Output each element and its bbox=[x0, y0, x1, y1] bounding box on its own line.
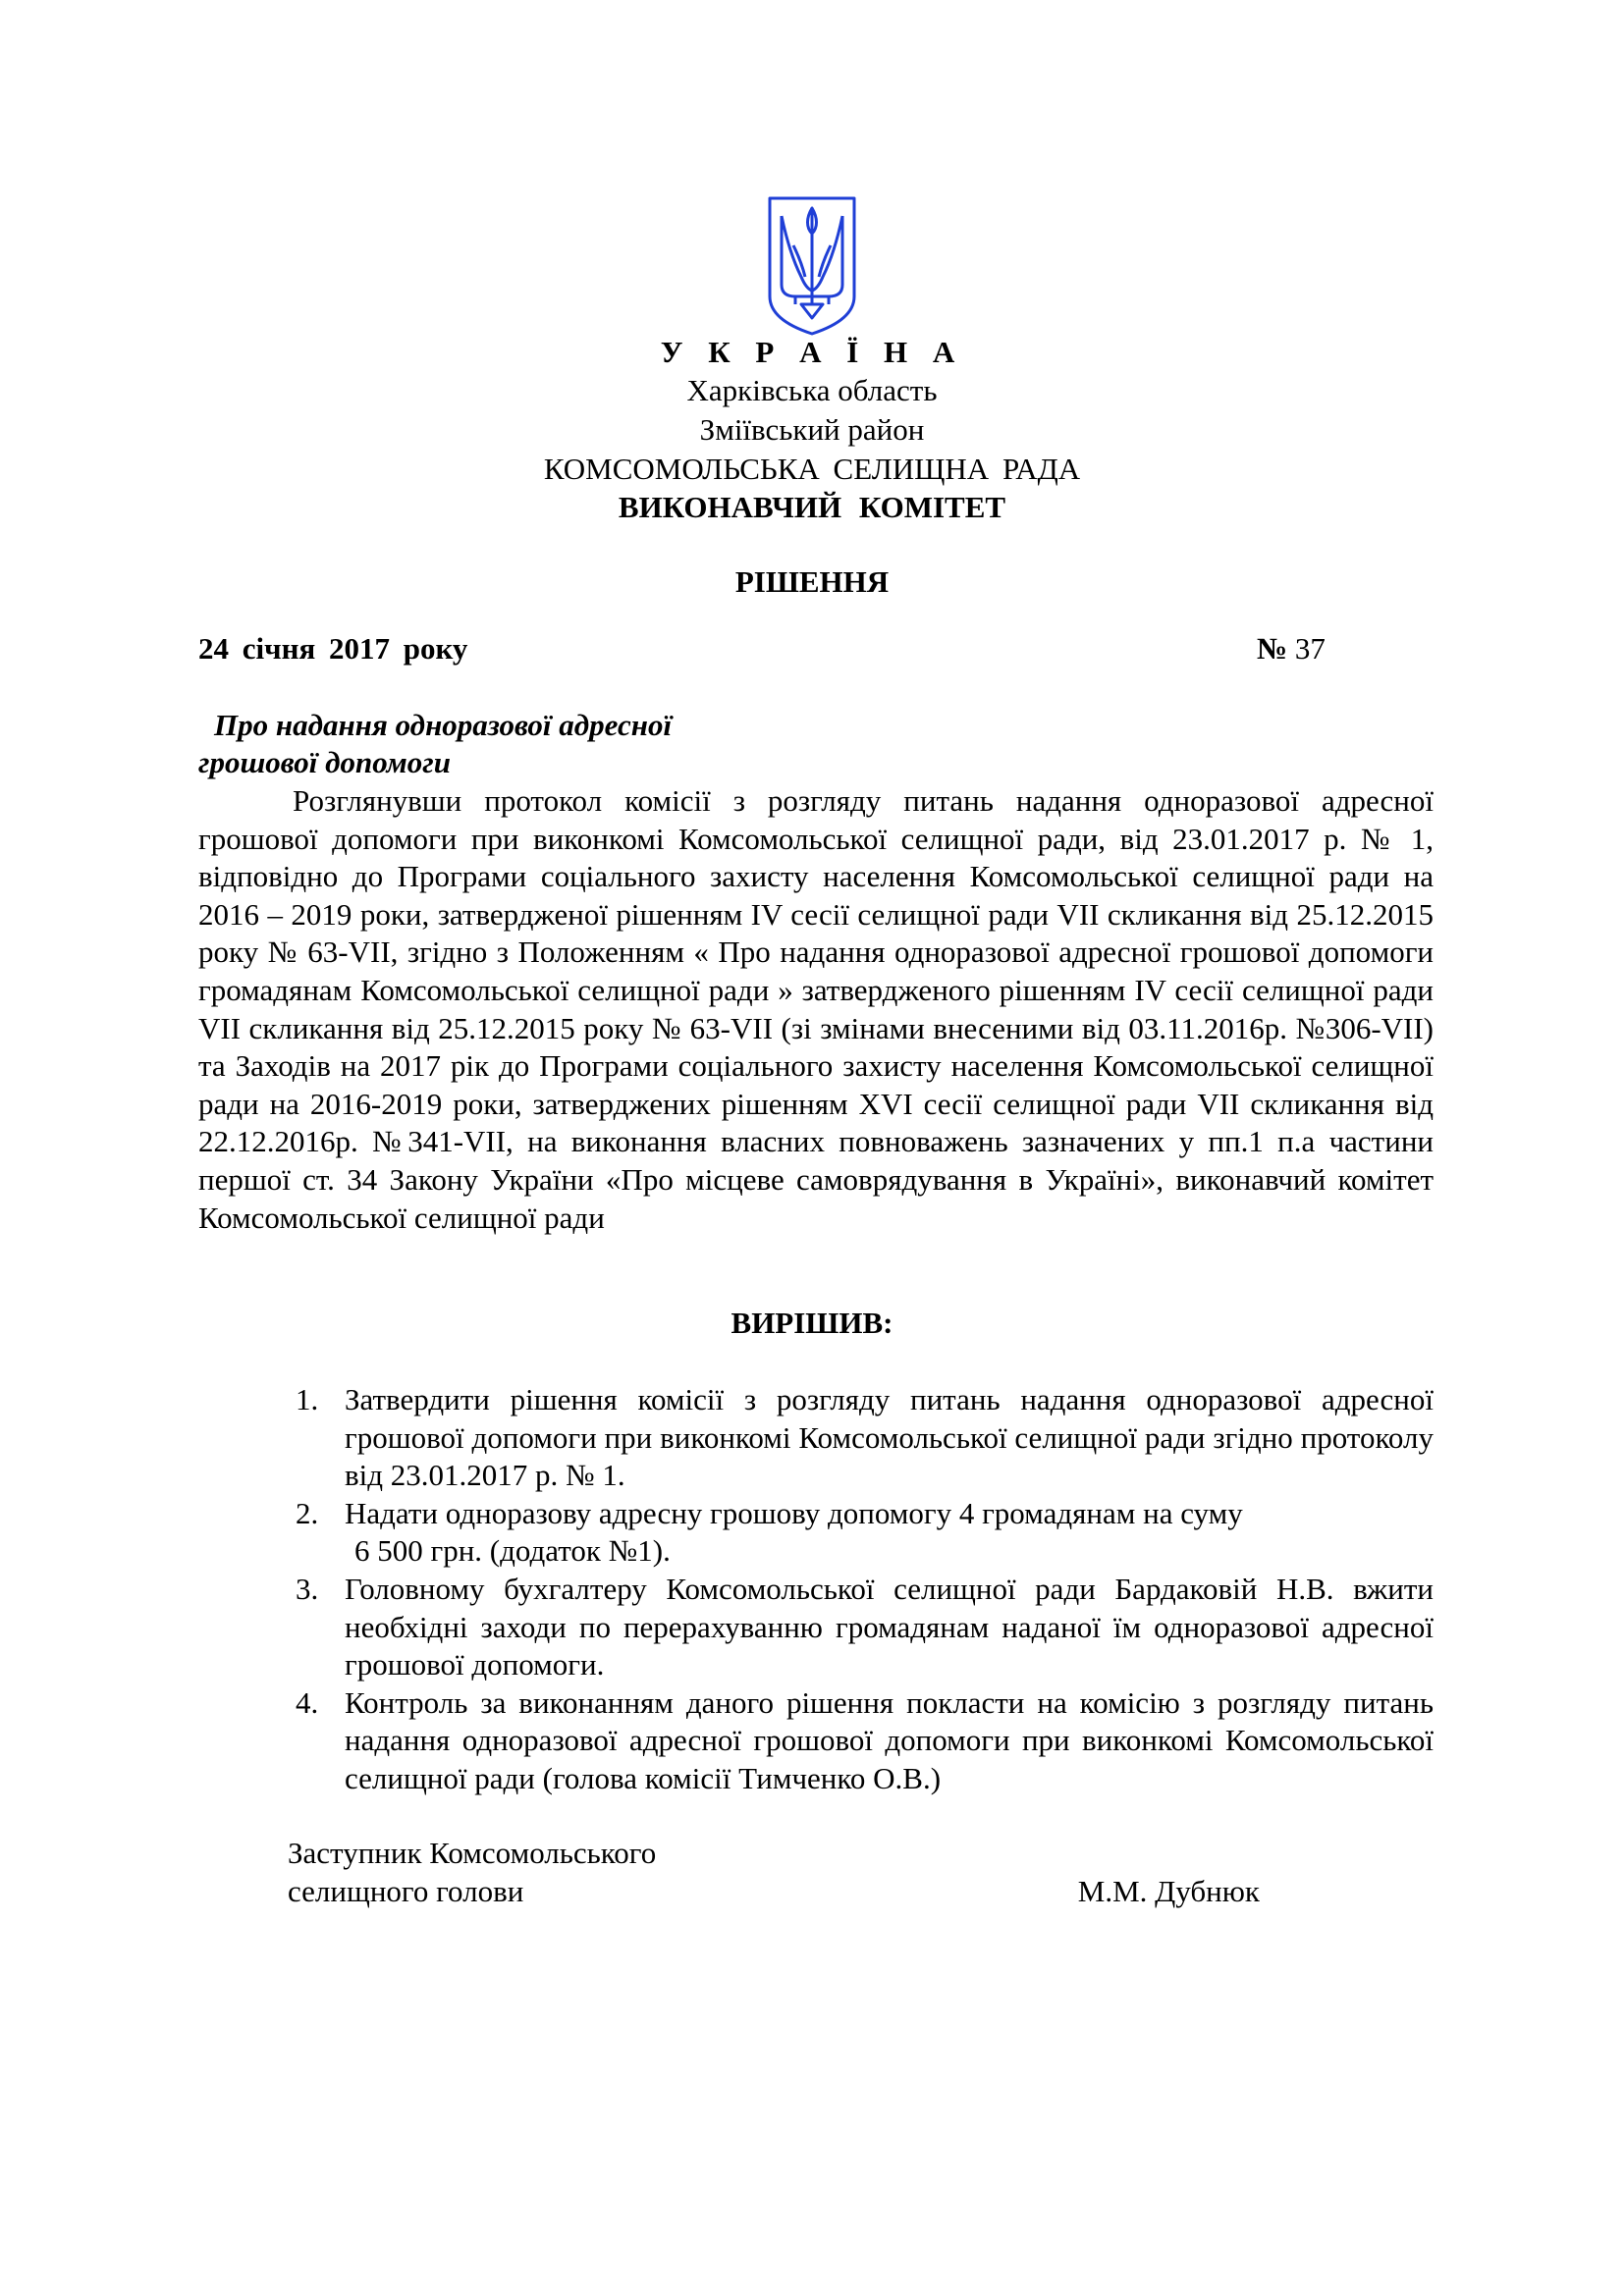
subject-line-1: Про надання одноразової адресної bbox=[214, 708, 673, 742]
signature-row bbox=[288, 1873, 1260, 1911]
region-name: Харківська область bbox=[686, 373, 938, 407]
country-name: У К Р А Ї Н А bbox=[660, 335, 964, 369]
decision-text-line-1: Надати одноразову адресну грошову допомогу 4 громадянам на суму bbox=[345, 1495, 1243, 1530]
district-name: Зміївський район bbox=[699, 412, 925, 447]
decision-number: 3. bbox=[296, 1571, 319, 1606]
coat-of-arms-icon bbox=[766, 194, 858, 338]
number-value: 37 bbox=[1294, 631, 1326, 666]
signature-block bbox=[288, 1835, 1260, 1910]
signatory-title-line-1: Заступник Комсомольського bbox=[288, 1836, 657, 1870]
committee-name: ВИКОНАВЧИЙ КОМІТЕТ bbox=[618, 490, 1006, 524]
document-type: РІШЕННЯ bbox=[734, 564, 890, 599]
document-subject bbox=[198, 707, 672, 781]
decision-item bbox=[288, 1495, 1434, 1571]
decided-heading: ВИРІШИВ: bbox=[731, 1306, 893, 1340]
decision-item bbox=[288, 1684, 1434, 1798]
subject-line-2: грошової допомоги bbox=[198, 745, 451, 779]
number-sign: № bbox=[1257, 631, 1288, 666]
decision-list bbox=[288, 1381, 1434, 1798]
decision-text: Контроль за виконанням даного рішення покласти на комісію з розгляду питань надання одноразової адресної грошової допомоги при виконкомі Комсомольської селищної ради (голова комісії Тимченко О.В.) bbox=[345, 1684, 1434, 1795]
decision-item bbox=[288, 1571, 1434, 1684]
signatory-title-line-2: селищного голови bbox=[288, 1873, 524, 1908]
decision-number: 2. bbox=[296, 1495, 319, 1530]
document-date: 24 січня 2017 року bbox=[198, 631, 468, 666]
decision-number: 1. bbox=[296, 1382, 319, 1416]
decision-text-line-2: 6 500 грн. (додаток №1). bbox=[354, 1533, 671, 1569]
document-number bbox=[1257, 631, 1326, 667]
signatory-name: М.М. Дубнюк bbox=[1077, 1873, 1260, 1908]
decision-text: Головному бухгалтеру Комсомольської селищної ради Бардаковій Н.В. вжити необхідні заходи по перерахуванню громадянам наданої їм одноразової адресної грошової допомоги. bbox=[345, 1571, 1434, 1682]
decision-item bbox=[288, 1381, 1434, 1495]
council-name: КОМСОМОЛЬСЬКА СЕЛИЩНА РАДА bbox=[543, 452, 1081, 486]
decision-text: Затвердити рішення комісії з розгляду питань надання одноразової адресної грошової допомоги при виконкомі Комсомольської селищної ради згідно протоколу від 23.01.2017 р. № 1. bbox=[345, 1382, 1434, 1493]
preamble-paragraph: Розглянувши протокол комісії з розгляду питань надання одноразової адресної грошової допомоги при виконкомі Комсомольської селищної ради, від 23.01.2017 р. № 1, відповідно до Програми соціального захисту населення Комсомольської селищної ради на 2016 – 2019 роки, затвердженої рішенням IV сесії селищної ради VII скликання від 25.12.2015 року № 63-VII, згідно з Положенням « Про надання одноразової адресної грошової допомоги громадянам Комсомольської селищної ради » затвердженого рішенням IV сесії селищної ради VII скликання від 25.12.2015 року № 63-VII (зі змінами внесеними від 03.11.2016р. №306-VII) та Заходів на 2017 рік до Програми соціального захисту населення Комсомольської селищної ради на 2016-2019 роки, затверджених рішенням XVI сесії селищної ради VII скликання від 22.12.2016р. №341-VII, на виконання власних повноважень зазначених у пп.1 п.а частини першої ст. 34 Закону України «Про місцеве самоврядування в Україні», виконавчий комітет Комсомольської селищної ради bbox=[198, 783, 1434, 1235]
decision-number: 4. bbox=[296, 1684, 319, 1720]
